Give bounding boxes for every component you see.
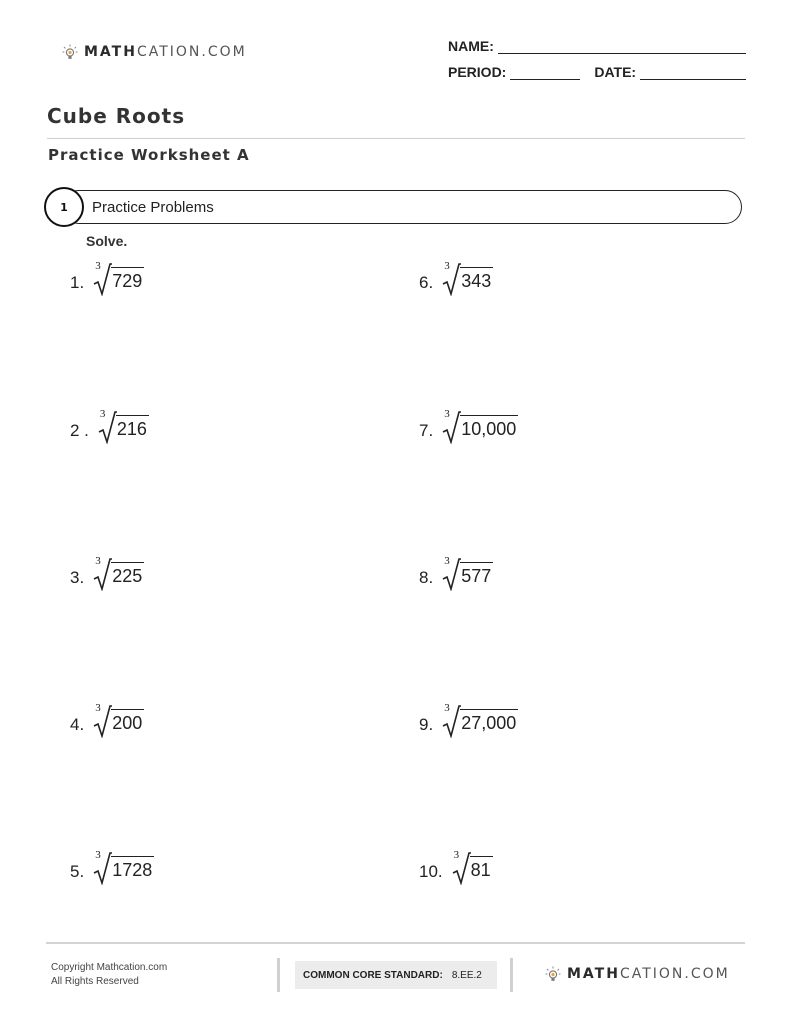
problem-item — [70, 845, 154, 885]
cube-root-expression — [92, 260, 144, 296]
radicand: 200 — [111, 709, 144, 737]
problem-number: 9. — [419, 715, 434, 734]
copyright-notice — [51, 961, 167, 989]
problem-item — [419, 256, 493, 296]
standard-label: COMMON CORE STANDARD: — [303, 969, 443, 981]
cube-root-expression — [441, 408, 518, 444]
radicand: 343 — [460, 267, 493, 295]
problem-item — [70, 551, 144, 591]
mathcation-logo-footer — [545, 966, 730, 982]
cube-root-expression — [441, 702, 518, 738]
standard-code: 8.EE.2 — [451, 969, 482, 981]
radicand: 729 — [111, 267, 144, 295]
problem-number: 5. — [70, 862, 85, 881]
root-index: 3 — [95, 555, 101, 567]
problem-item — [419, 404, 518, 444]
page-title: Cube Roots — [47, 104, 186, 128]
problem-number: 2 . — [70, 421, 89, 440]
radicand: 577 — [460, 562, 493, 590]
logo-text-bold: MATH — [567, 966, 620, 982]
root-index: 3 — [453, 849, 460, 861]
cube-root-expression — [451, 849, 493, 885]
student-info-fields — [448, 28, 746, 80]
page-subtitle: Practice Worksheet A — [48, 146, 250, 164]
problem-number: 10. — [419, 862, 443, 881]
radicand: 216 — [116, 415, 149, 443]
cube-root-expression — [92, 849, 154, 885]
radicand: 10,000 — [460, 415, 518, 443]
instruction-text: Solve. — [86, 233, 128, 249]
problem-item — [419, 551, 493, 591]
problem-item — [419, 698, 518, 738]
problem-number: 4. — [70, 715, 85, 734]
root-index: 3 — [444, 408, 450, 420]
root-index: 3 — [444, 555, 450, 567]
radicand: 225 — [111, 562, 144, 590]
cube-root-expression — [441, 555, 493, 591]
root-index: 3 — [95, 702, 101, 714]
period-label: PERIOD: — [448, 64, 507, 80]
root-index: 3 — [99, 408, 106, 420]
problem-number: 1. — [70, 273, 85, 292]
problem-number: 3. — [70, 568, 85, 587]
radicand: 1728 — [111, 856, 154, 884]
rights-line: All Rights Reserved — [51, 976, 139, 987]
logo-text-bold: MATH — [84, 44, 137, 60]
logo-text-light: CATION.COM — [619, 966, 730, 982]
problem-item — [70, 256, 144, 296]
lightbulb-icon — [62, 44, 78, 60]
date-label: DATE: — [594, 64, 637, 80]
period-field[interactable] — [510, 65, 580, 80]
name-field[interactable] — [498, 39, 746, 54]
problem-item — [70, 404, 149, 444]
root-index: 3 — [95, 260, 101, 272]
cube-root-expression — [441, 260, 493, 296]
root-index: 3 — [444, 702, 450, 714]
section-number-badge: 1 — [44, 187, 84, 227]
footer-divider — [46, 942, 745, 944]
radicand: 27,000 — [460, 709, 518, 737]
mathcation-logo — [62, 44, 247, 60]
period-date-row — [448, 54, 746, 80]
cube-root-expression — [92, 702, 144, 738]
problem-item — [70, 698, 144, 738]
footer-separator — [510, 958, 513, 992]
common-core-standard — [295, 961, 497, 989]
section-title: Practice Problems — [92, 199, 214, 216]
cube-root-expression — [97, 408, 149, 444]
logo-text-light: CATION.COM — [136, 44, 247, 60]
date-field[interactable] — [640, 65, 746, 80]
problem-item — [419, 845, 493, 885]
footer-separator — [277, 958, 280, 992]
name-row — [448, 28, 746, 54]
problem-number: 8. — [419, 568, 434, 587]
lightbulb-icon — [545, 966, 561, 982]
root-index: 3 — [95, 849, 101, 861]
problem-number: 6. — [419, 273, 434, 292]
cube-root-expression — [92, 555, 144, 591]
root-index: 3 — [444, 260, 450, 272]
copyright-line: Copyright Mathcation.com — [51, 962, 168, 973]
radicand: 81 — [470, 856, 493, 884]
title-divider — [47, 138, 745, 139]
problem-number: 7. — [419, 421, 434, 440]
name-label: NAME: — [448, 38, 494, 54]
